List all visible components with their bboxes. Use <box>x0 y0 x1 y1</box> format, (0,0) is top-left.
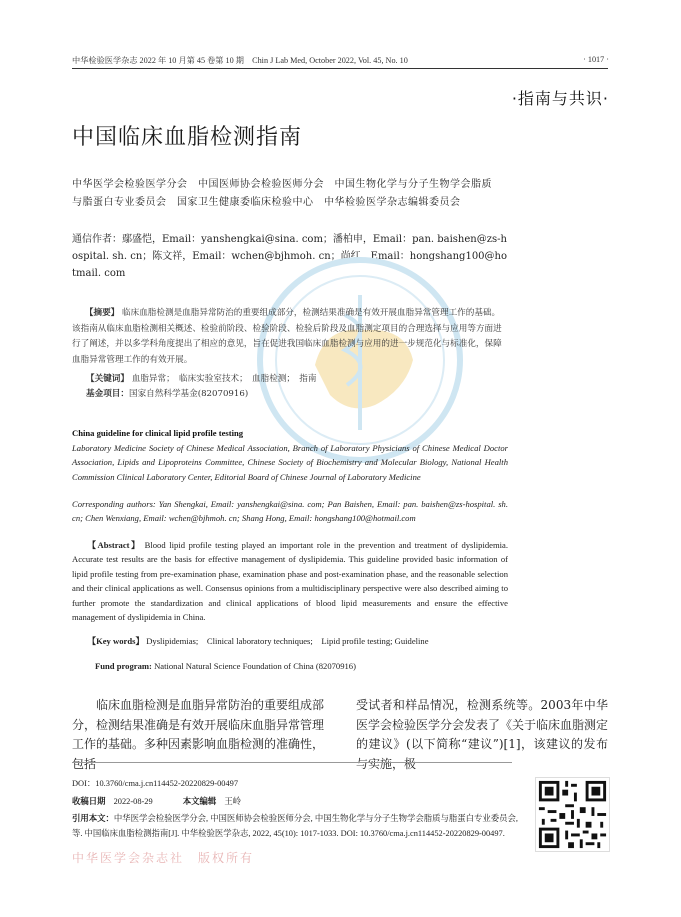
publisher-logos: 中华医学会杂志社 版权所有 <box>72 851 255 865</box>
en-fund-text: National Natural Science Foundation of China (82070916) <box>154 661 356 671</box>
cn-keywords-text: 血脂异常； 临床实验室技术； 血脂检测； 指南 <box>131 374 317 384</box>
received-date: 2022-08-29 <box>113 797 153 806</box>
citation-text: 中华医学会检验医学分会, 中国医师协会检验医师分会, 中国生物化学与分子生物学会脂质与脂蛋白专业委员会, 等. 中国临床血脂检测指南[J]. 中华检验医学杂志, 2022, 45(10): 1017-1033. DOI: 10.3760/cma.j.cn114452-20220829-00497. <box>72 814 518 838</box>
header-rule <box>72 68 608 69</box>
cn-abstract-text: 临床血脂检测是血脂异常防治的重要组成部分，检测结果准确是有效开展血脂异常管理工作的基础。该指南从临床血脂检测相关概述、检验前阶段、检验阶段、检验后阶段及血脂测定项目的合理选择与应用等方面进行了阐述，并以多学科角度提出了相应的意见，旨在促进我国临床血脂检测与应用的进一步规范化与标准化，保障血脂异常管理工作的有效开展。 <box>72 308 502 365</box>
received-label: 收稿日期 <box>72 797 106 806</box>
en-abstract-text: Blood lipid profile testing played an important role in the prevention and treatment of dyslipidemia. Accurate test results are the basis for effective management of dyslipidemia. This guideline provided basic information of lipid profile testing from pre-examination phase, examination phase and post-examination phase, and the reasonable selection and their clinical applications as well. Consensus opinions from a multidisciplinary perspective were also described aiming to further promote the standardization and clinical applications of blood lipid measurements and ensure the effective management of dyslipidemia in China. <box>72 540 508 623</box>
corresponding-authors: 通信作者：鄢盛恺，Email：yanshengkai@sina. com；潘柏申，Email：pan. baishen@zs-hospital. sh. cn；陈文祥，Email：wchen@bjhmoh. cn；尚红，Email：hongshang100@hotmail. com <box>72 234 508 279</box>
cn-fund <box>86 387 248 399</box>
en-keywords <box>72 634 508 648</box>
en-fund <box>95 661 356 671</box>
page-number: · 1017 · <box>583 55 609 64</box>
cn-abstract-label: 【摘要】 <box>84 308 120 318</box>
en-corresponding: Corresponding authors: Yan Shengkai, Email: yanshengkai@sina. com; Pan Baishen, Email: pan. baishen@zs-hospital. sh. cn; Chen Wenxiang, Email: wchen@bjhmoh. cn; Shang Hong, Email: hongshang100@hotmail.com <box>72 499 508 524</box>
column-tag: ·指南与共识· <box>511 89 609 108</box>
cn-fund-label: 基金项目： <box>86 389 129 399</box>
cn-abstract <box>72 306 508 368</box>
qr-code-icon <box>535 777 610 852</box>
page-title: 中国临床血脂检测指南 <box>72 125 303 150</box>
body-column-left: 临床血脂检测是血脂异常防治的重要组成部分，检测结果准确是有效开展临床血脂异常管理工作的基础。多种因素影响血脂检测的准确性，包括 <box>72 698 325 771</box>
authors: 中华医学会检验医学分会 中国医师协会检验医师分会 中国生物化学与分子生物学会脂质与脂蛋白专业委员会 国家卫生健康委临床检验中心 中华检验医学杂志编辑委员会 <box>72 179 492 208</box>
cn-keywords-label: 【关键词】 <box>86 374 129 384</box>
en-authors: Laboratory Medicine Society of Chinese Medical Association, Branch of Laboratory Physicians of Chinese Medical Doctor Association, Lipids and Lipoproteins Committee, Chinese Society of Biochemistry and Molecular Biology, National Health Commission Clinical Laboratory Center, Editorial Board of Chinese Journal of Laboratory Medicine <box>72 443 508 482</box>
received-line <box>72 795 241 807</box>
running-header: 中华检验医学杂志 2022 年 10 月第 45 卷第 10 期 Chin J Lab Med, October 2022, Vol. 45, No. 10 <box>72 56 408 65</box>
citation-label: 引用本文： <box>72 814 114 823</box>
en-keywords-label: 【Key words】 <box>87 636 145 646</box>
citation <box>72 811 524 841</box>
en-fund-label: Fund program: <box>95 661 152 671</box>
body-column-right: 受试者和样品情况，检测系统等。2003年中华医学会检验医学分会发表了《关于临床血脂测定的建议》(以下简称“建议”)[1]，该建议的发布与实施，极 <box>356 698 609 771</box>
en-abstract-label: 【Abstract】 <box>87 540 142 550</box>
editor-name: 王岭 <box>224 797 242 806</box>
footnote-rule <box>72 762 512 763</box>
en-abstract <box>72 538 508 624</box>
doi: DOI：10.3760/cma.j.cn114452-20220829-00497 <box>72 779 239 788</box>
cn-keywords <box>86 372 316 384</box>
cn-fund-text: 国家自然科学基金(82070916) <box>128 389 249 399</box>
en-title: China guideline for clinical lipid profile testing <box>72 428 244 438</box>
editor-label: 本文编辑 <box>182 797 217 806</box>
en-keywords-text: Dyslipidemias; Clinical laboratory techniques; Lipid profile testing; Guideline <box>146 636 429 646</box>
